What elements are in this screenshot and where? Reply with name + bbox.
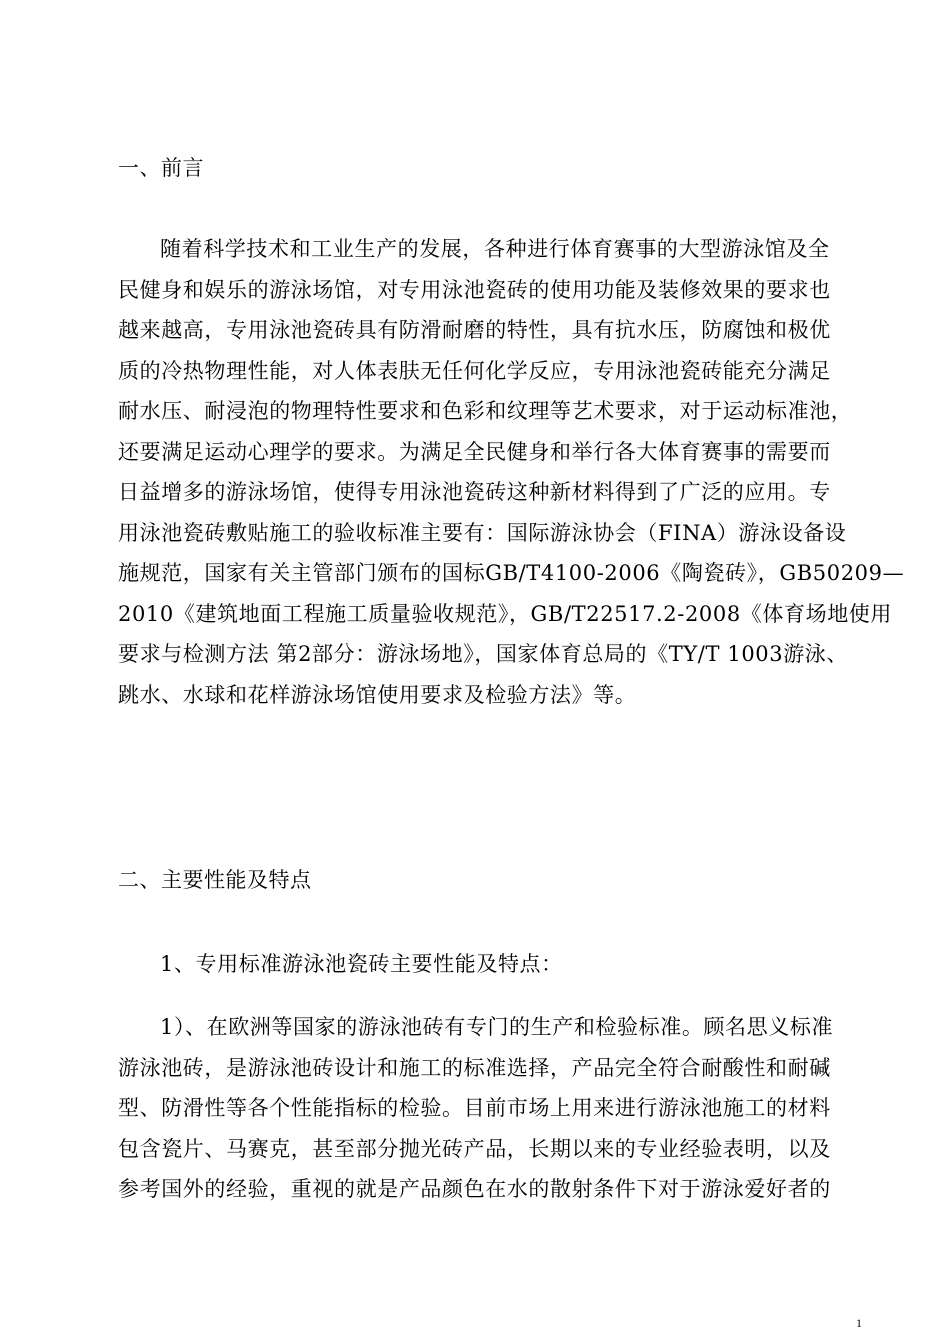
paragraph-line: 质的冷热物理性能，对人体表肤无任何化学反应，专用泳池瓷砖能充分满足 xyxy=(118,358,831,383)
paragraph-line: 1）、在欧洲等国家的游泳池砖有专门的生产和检验标准。顾名思义标准 xyxy=(160,1015,834,1039)
preface-paragraph xyxy=(118,229,905,715)
paragraph-line: 游泳池砖，是游泳池砖设计和施工的标准选择，产品完全符合耐酸性和耐碱 xyxy=(118,1055,831,1080)
performance-paragraph xyxy=(118,1007,858,1210)
paragraph-line: 还要满足运动心理学的要求。为满足全民健身和举行各大体育赛事的需要而 xyxy=(118,439,831,464)
paragraph-line: 包含瓷片、马赛克，甚至部分抛光砖产品，长期以来的专业经验表明，以及 xyxy=(118,1136,831,1161)
paragraph-line: 民健身和娱乐的游泳场馆，对专用泳池瓷砖的使用功能及装修效果的要求也 xyxy=(118,277,831,302)
paragraph-line: 参考国外的经验，重视的就是产品颜色在水的散射条件下对于游泳爱好者的 xyxy=(118,1177,831,1201)
paragraph-line: 跳水、水球和花样游泳场馆使用要求及检验方法》等。 xyxy=(118,682,637,707)
section-heading-preface: 一、前言 xyxy=(118,156,204,180)
paragraph-line: 型、防滑性等各个性能指标的检验。目前市场上用来进行游泳池施工的材料 xyxy=(118,1096,831,1120)
section-heading-performance: 二、主要性能及特点 xyxy=(118,868,312,892)
paragraph-line: 施规范，国家有关主管部门颁布的国标GB/T4100-2006《陶瓷砖》，GB50209— xyxy=(118,561,905,585)
paragraph-line: 日益增多的游泳场馆，使得专用泳池瓷砖这种新材料得到了广泛的应用。专 xyxy=(118,480,831,504)
subsection-heading xyxy=(118,944,858,985)
paragraph-line: 2010《建筑地面工程施工质量验收规范》，GB/T22517.2-2008《体育场地使用 xyxy=(118,601,893,626)
paragraph-line: 要求与检测方法 第2部分：游泳场地》，国家体育总局的《TY/T 1003游泳、 xyxy=(118,642,849,666)
paragraph-line: 随着科学技术和工业生产的发展，各种进行体育赛事的大型游泳馆及全 xyxy=(160,237,830,261)
page-number: 1 xyxy=(856,1316,862,1330)
paragraph-line: 越来越高，专用泳池瓷砖具有防滑耐磨的特性，具有抗水压，防腐蚀和极优 xyxy=(118,318,831,342)
paragraph-line: 用泳池瓷砖敷贴施工的验收标准主要有：国际游泳协会（FINA）游泳设备设 xyxy=(118,520,847,545)
paragraph-line: 耐水压、耐浸泡的物理特性要求和色彩和纹理等艺术要求，对于运动标准池， xyxy=(118,399,853,423)
subsection-heading-text: 1、专用标准游泳池瓷砖主要性能及特点： xyxy=(160,952,563,976)
